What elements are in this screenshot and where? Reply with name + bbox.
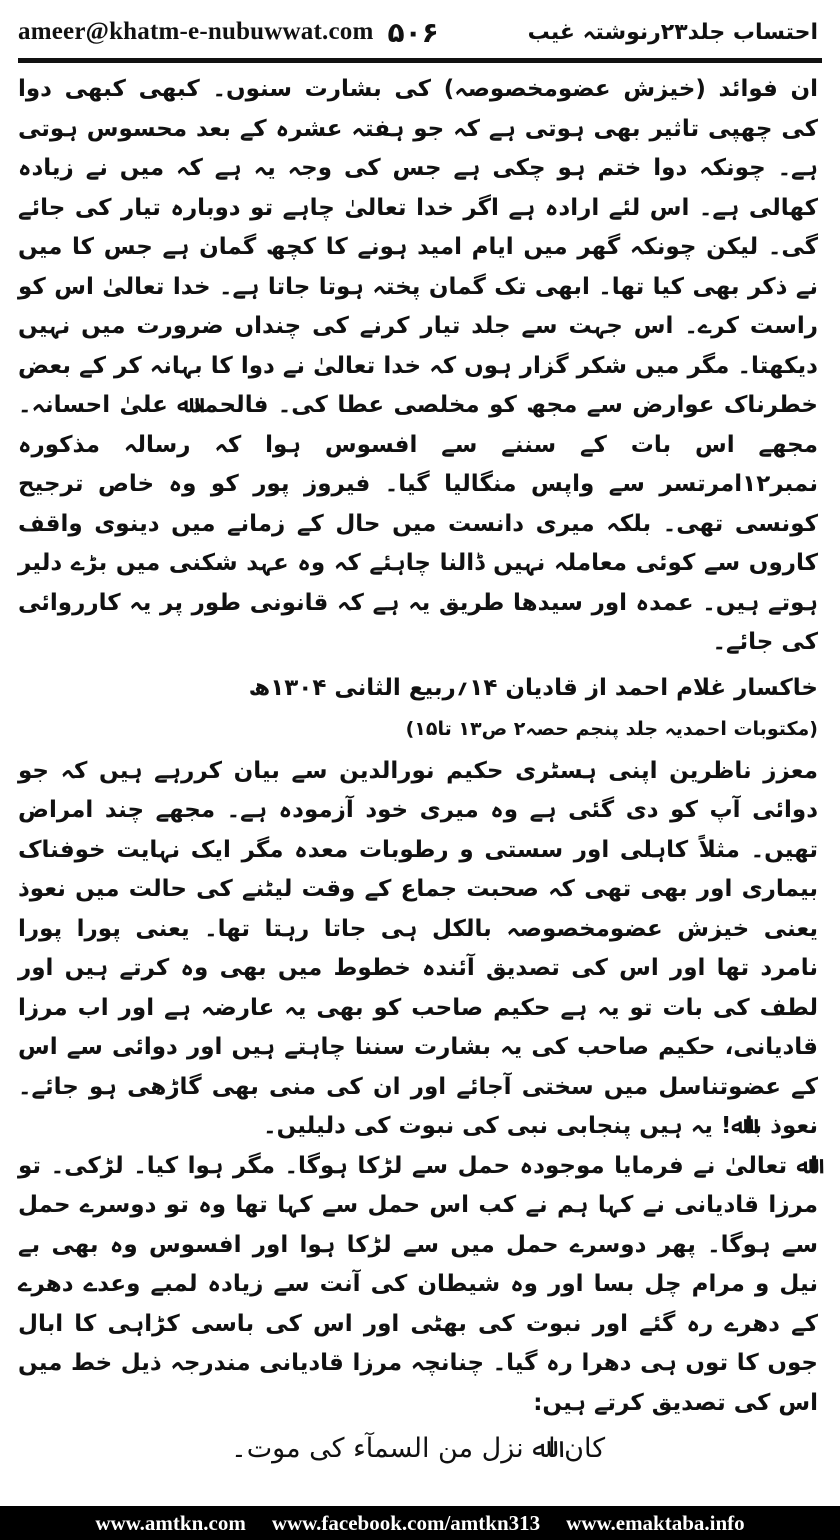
page-number: ۵۰۶	[387, 15, 439, 49]
signature-line: خاکسار غلام احمد از قادیان ۱۴؍ربیع الثانی ۱۳۰۴ھ	[248, 674, 818, 701]
footer-link-emaktaba[interactable]: www.emaktaba.info	[566, 1510, 745, 1535]
header-email: ameer@khatm-e-nubuwwat.com	[18, 18, 374, 45]
header-rule	[18, 58, 822, 63]
page-header	[18, 10, 818, 54]
header-left	[18, 16, 439, 49]
page-body	[18, 70, 818, 1469]
body-paragraph-1: ان فوائد (خیزش عضومخصوصہ) کی بشارت سنوں۔ کبھی کبھی دوا کی چھپی تاثیر بھی ہوتی ہے کہ جو ہفتہ عشرہ کے بعد محسوس ہوتی ہے۔ چونکہ دوا ختم ہو چکی ہے جس کی وجہ یہ ہے کہ میں نے زیادہ کھالی ہے۔ اس لئے ارادہ ہے اگر خدا تعالیٰ چاہے تو دوبارہ تیار کی جائے گی۔ لیکن چونکہ گھر میں ایام امید ہونے کا کچھ گمان ہے جس کا میں نے ذکر بھی کیا تھا۔ ابھی تک گمان پختہ ہوتا جاتا ہے۔ خدا تعالیٰ اس کو راست کرے۔ اس جہت سے جلد تیار کرنے کی چنداں ضرورت میں نہیں دیکھتا۔ مگر میں شکر گزار ہوں کہ خدا تعالیٰ نے دوا کا بہانہ کر کے بعض خطرناک عوارض سے مجھ کو مخلصی عطا کی۔ فالحمدﷲ علیٰ احسانہ۔ مجھے اس بات کے سننے سے افسوس ہوا کہ رسالہ مذکورہ نمبر۱۲امرتسر سے واپس منگالیا گیا۔ فیروز پور کو وہ خاص ترجیح کونسی تھی۔ بلکہ میری دانست میں حال کے زمانے میں دینوی واقف کاروں سے کوئی معاملہ نہیں ڈالنا چاہئے کہ وہ عہد شکنی میں بڑے دلیر ہوتے ہیں۔ عمدہ اور سیدھا طریق یہ ہے کہ قانونی طور پر یہ کارروائی کی جائے۔	[18, 76, 818, 655]
running-title: احتساب جلد۲۳رنوشتہ غیب	[527, 19, 818, 45]
reference-citation: (مکتوبات احمدیہ جلد پنجم حصہ۲ ص۱۳ تا۱۵)	[405, 718, 818, 740]
footer-link-facebook[interactable]: www.facebook.com/amtkn313	[271, 1510, 541, 1535]
body-paragraph-2: معزز ناظرین اپنی ہسٹری حکیم نورالدین سے بیان کررہے ہیں کہ جو دوائی آپ کو دی گئی ہے وہ میری خود آزمودہ ہے۔ مجھے چند امراض تھیں۔ مثلاً کاہلی اور سستی و رطوبات معدہ مگر ایک نہایت خوفناک بیماری اور بھی تھی کہ صحبت جماع کے وقت لیٹنے کی حالت میں نعوذ یعنی خیزش عضومخصوصہ بالکل ہی جاتا رہتا تھا۔ یعنی پورا پورا نامرد تھا اور اس کی تصدیق آئندہ خطوط میں بھی وہ کرتے ہیں اور لطف کی بات تو یہ ہے حکیم صاحب کو بھی یہ عارضہ ہے اور اب مرزا قادیانی، حکیم صاحب کی یہ بشارت سننا چاہتے ہیں اور دوائی سے اس کے عضوتناسل میں سختی آجائے اور ان کی منی بھی گاڑھی ہو جائے۔ نعوذ باﷲ! یہ ہیں پنجابی نبی کی نبوت کی دلیلیں۔	[18, 757, 818, 1139]
quote-line: کان اﷲ نزل من السمآء کی موت۔	[230, 1433, 606, 1464]
footer-link-amtkn[interactable]: www.amtkn.com	[95, 1510, 246, 1535]
body-paragraph-3: اﷲ تعالیٰ نے فرمایا موجودہ حمل سے لڑکا ہوگا۔ مگر ہوا کیا۔ لڑکی۔ تو مرزا قادیانی نے کہا ہم نے کب اس حمل سے کہا تھا وہ تو دوسرے حمل سے ہوگا۔ پھر دوسرے حمل میں سے لڑکا ہوا اور افسوس وہ بھی بے نیل و مرام چل بسا اور وہ شیطان کی آنت سے زیادہ لمبے وعدے دھرے کے دھرے رہ گئے اور نبوت کی بھٹی اور اس کی باسی کڑاہی کا ابال جوں کا توں ہی دھرا رہ گیا۔ چنانچہ مرزا قادیانی مندرجہ ذیل خط میں اس کی تصدیق کرتے ہیں:	[18, 1152, 818, 1416]
page-footer	[0, 1506, 840, 1540]
